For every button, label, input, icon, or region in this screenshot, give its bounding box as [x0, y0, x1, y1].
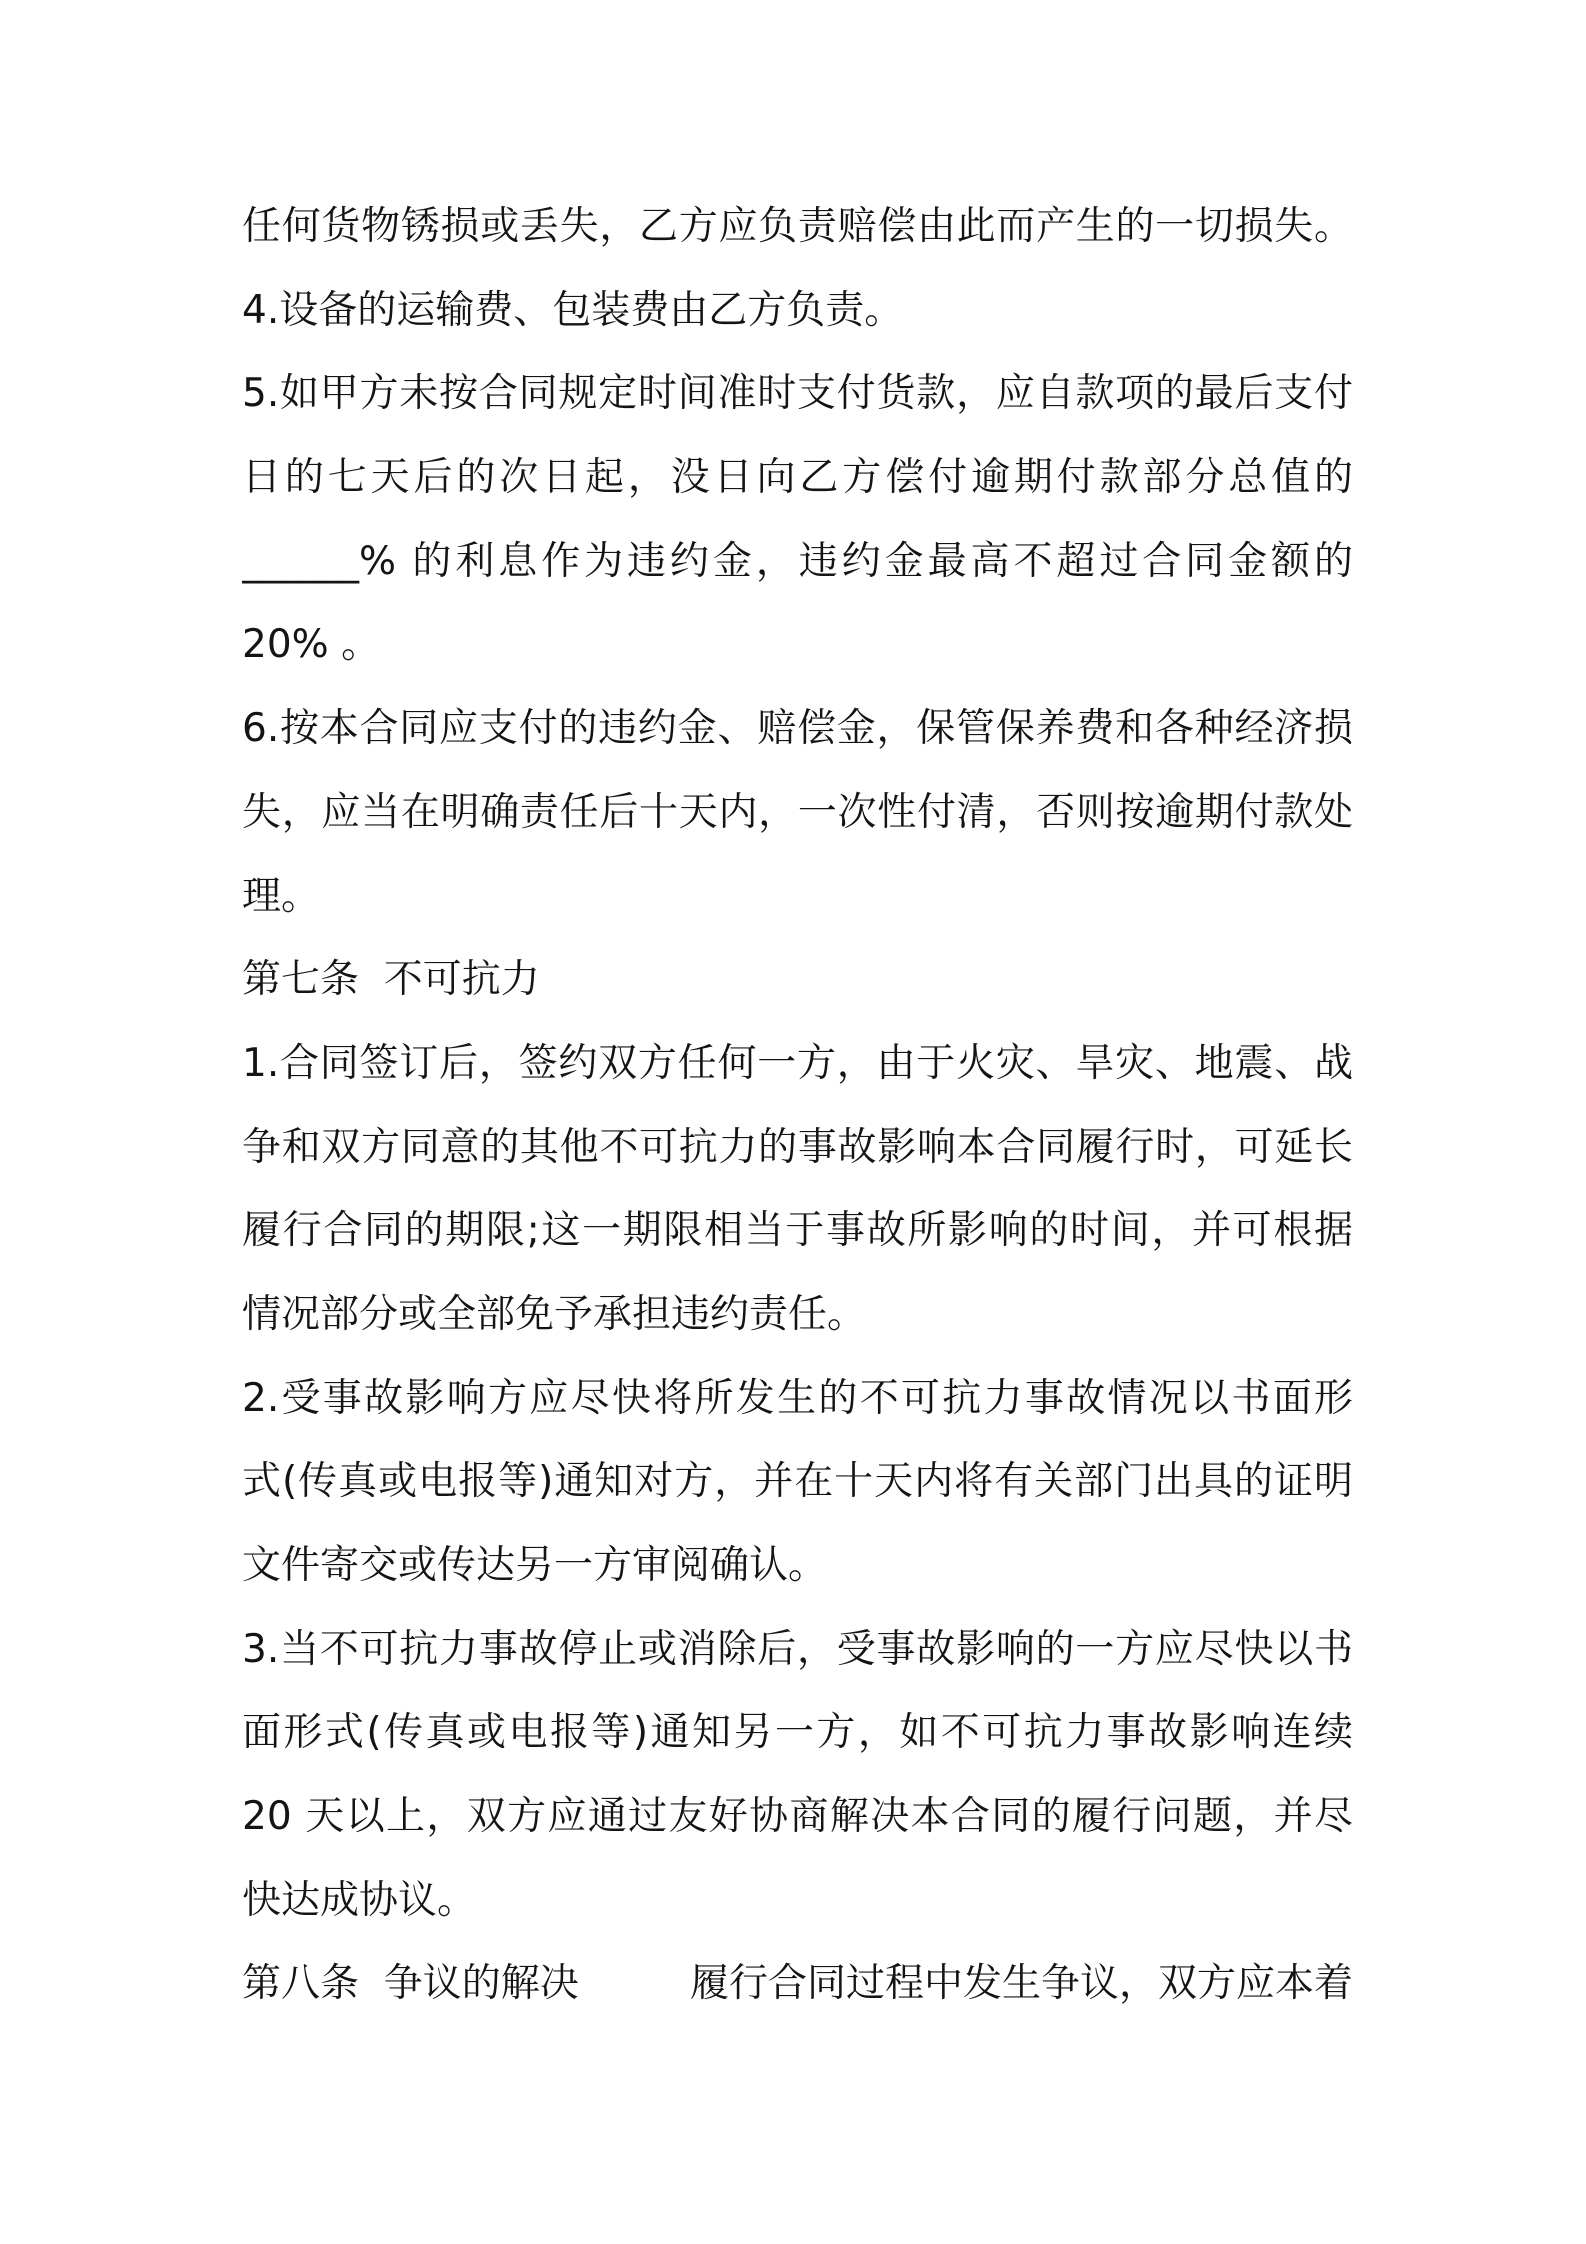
text-line: 1.合同签订后，签约双方任何一方，由于火灾、旱灾、地震、战 — [242, 1040, 1353, 1086]
text-line: 20% 。 — [242, 622, 381, 668]
text-line: 面形式(传真或电报等)通知另一方，如不可抗力事故影响连续 — [242, 1710, 1353, 1756]
text-line: 日的七天后的次日起，没日向乙方偿付逾期付款部分总值的 — [242, 455, 1353, 501]
text-line: 情况部分或全部免予承担违约责任。 — [242, 1291, 867, 1337]
text-line: 5.如甲方未按合同规定时间准时支付货款，应自款项的最后支付 — [242, 371, 1353, 417]
text-line-section8 — [242, 1942, 1353, 2026]
text-line: 文件寄交或传达另一方审阅确认。 — [242, 1543, 828, 1588]
text-line: ______% 的利息作为违约金，违约金最高不超过合同金额的 — [242, 538, 1353, 584]
text-line: 6.按本合同应支付的违约金、赔偿金，保管保养费和各种经济损 — [242, 706, 1353, 752]
text-line: 理。 — [242, 873, 321, 919]
section-text: 履行合同过程中发生争议，双方应本着 — [689, 1961, 1353, 2007]
text-line: 4.设备的运输费、包装费由乙方负责。 — [242, 287, 904, 333]
text-line: 快达成协议。 — [242, 1877, 477, 1923]
text-line: 争和双方同意的其他不可抗力的事故影响本合同履行时，可延长 — [242, 1124, 1353, 1170]
text-line: 3.当不可抗力事故停止或消除后，受事故影响的一方应尽快以书 — [242, 1626, 1353, 1672]
text-line: 任何货物锈损或丢失，乙方应负责赔偿由此而产生的一切损失。 — [242, 204, 1353, 249]
document-body — [242, 185, 1353, 2026]
text-line: 2.受事故影响方应尽快将所发生的不可抗力事故情况以书面形 — [242, 1375, 1353, 1421]
text-line: 20 天以上，双方应通过友好协商解决本合同的履行问题，并尽 — [242, 1794, 1353, 1840]
text-line: 失，应当在明确责任后十天内，一次性付清，否则按逾期付款处 — [242, 789, 1353, 835]
section-heading: 第七条 不可抗力 — [242, 957, 540, 1003]
text-line: 履行合同的期限;这一期限相当于事故所影响的时间，并可根据 — [242, 1208, 1353, 1254]
text-line: 式(传真或电报等)通知对方，并在十天内将有关部门出具的证明 — [242, 1459, 1353, 1505]
section-heading: 第八条 争议的解决 — [242, 1961, 579, 2007]
